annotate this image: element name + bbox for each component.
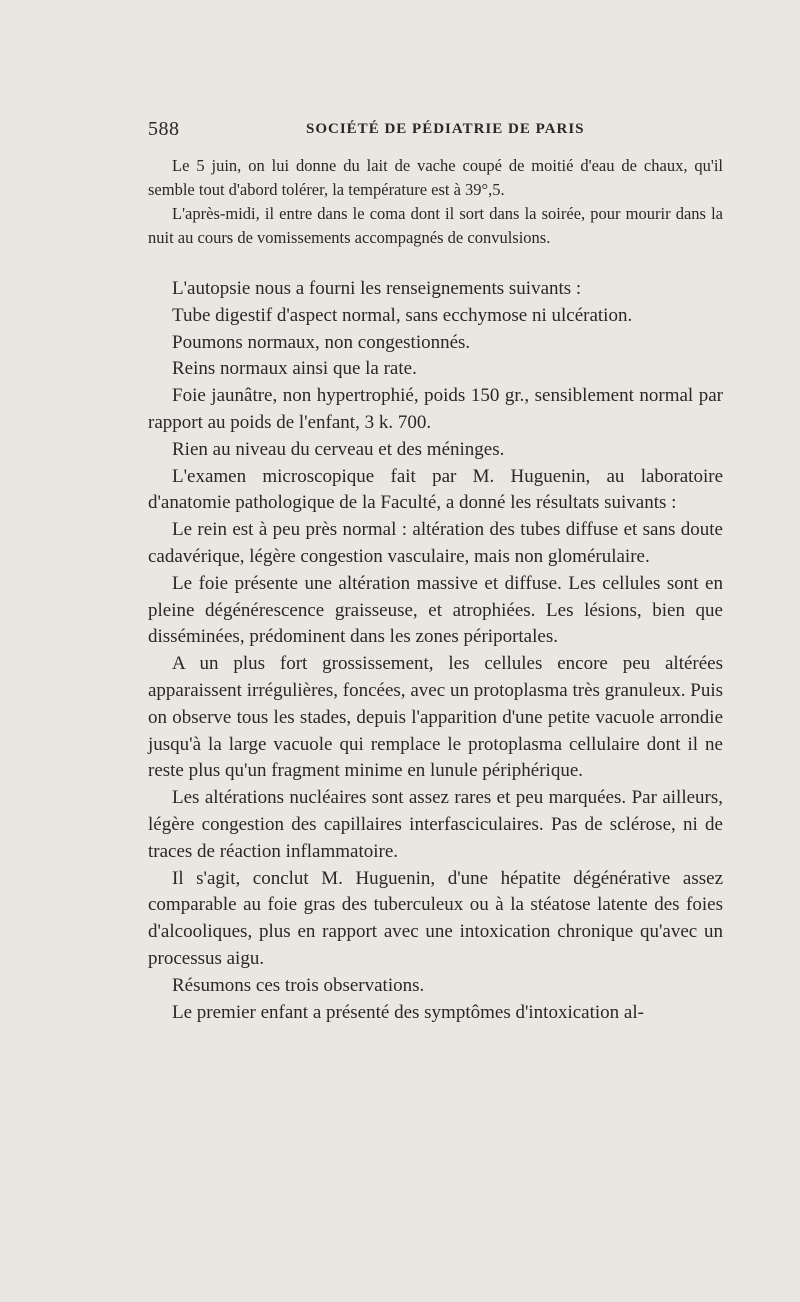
paragraph: Reins normaux ainsi que la rate. bbox=[172, 358, 417, 380]
paragraph: A un plus fort grossissement, les cellules encore peu altérées apparaissent irrégulières, foncées, avec un protoplasma très granuleux. Puis on observe tous les stades, depuis l'apparition d'une petite vacuole arrondie jusqu'à la large vacuole qui remplace le protoplasma cellulaire dont il ne reste plus qu'un fragment minime en lunule périphérique. bbox=[148, 653, 723, 782]
paragraph: Foie jaunâtre, non hypertrophié, poids 150 gr., sensiblement normal par rapport au poids de l'enfant, 3 k. 700. bbox=[148, 385, 723, 433]
paragraph: L'examen microscopique fait par M. Huguenin, au laboratoire d'anatomie pathologique de la Faculté, a donné les résultats suivants : bbox=[148, 465, 723, 514]
paragraph: Poumons normaux, non congestionnés. bbox=[172, 331, 471, 353]
paragraph: Résumons ces trois observations. bbox=[172, 974, 425, 996]
paragraph: Rien au niveau du cerveau et des méninges. bbox=[172, 438, 505, 460]
page-header bbox=[148, 118, 720, 144]
paragraph: Tube digestif d'aspect normal, sans ecchymose ni ulcération. bbox=[172, 304, 633, 326]
body-text bbox=[148, 154, 723, 1026]
paragraph: L'autopsie nous a fourni les renseignements suivants : bbox=[172, 278, 582, 299]
paragraph: L'après-midi, il entre dans le coma dont il sort dans la soirée, pour mourir dans la nuit au cours de vomissements accompagnés de convulsions. bbox=[148, 204, 723, 247]
paragraph: Le rein est à peu près normal : altération des tubes diffuse et sans doute cadavérique, légère congestion vasculaire, mais non glomérulaire. bbox=[148, 519, 723, 567]
paragraph: Le premier enfant a présenté des symptômes d'intoxication al- bbox=[172, 1001, 644, 1023]
paragraph: Les altérations nucléaires sont assez rares et peu marquées. Par ailleurs, légère congestion des capillaires interfasciculaires. Pas de sclérose, ni de traces de réaction inflammatoire. bbox=[148, 787, 723, 862]
running-head: SOCIÉTÉ DE PÉDIATRIE DE PARIS bbox=[306, 121, 585, 137]
paragraph: Il s'agit, conclut M. Huguenin, d'une hépatite dégénérative assez comparable au foie gras des tuberculeux ou à la stéatose latente des foies d'alcooliques, plus en rapport avec une intoxication chronique qu'avec un processus aigu. bbox=[148, 867, 723, 969]
paragraph: Le foie présente une altération massive et diffuse. Les cellules sont en pleine dégénérescence graisseuse, et atrophiées. Les lésions, bien que disséminées, prédominent dans les zones périportales. bbox=[148, 572, 723, 648]
paragraph: Le 5 juin, on lui donne du lait de vache coupé de moitié d'eau de chaux, qu'il semble tout d'abord tolérer, la température est à 39°,5. bbox=[148, 156, 723, 199]
page-number: 588 bbox=[148, 118, 180, 140]
